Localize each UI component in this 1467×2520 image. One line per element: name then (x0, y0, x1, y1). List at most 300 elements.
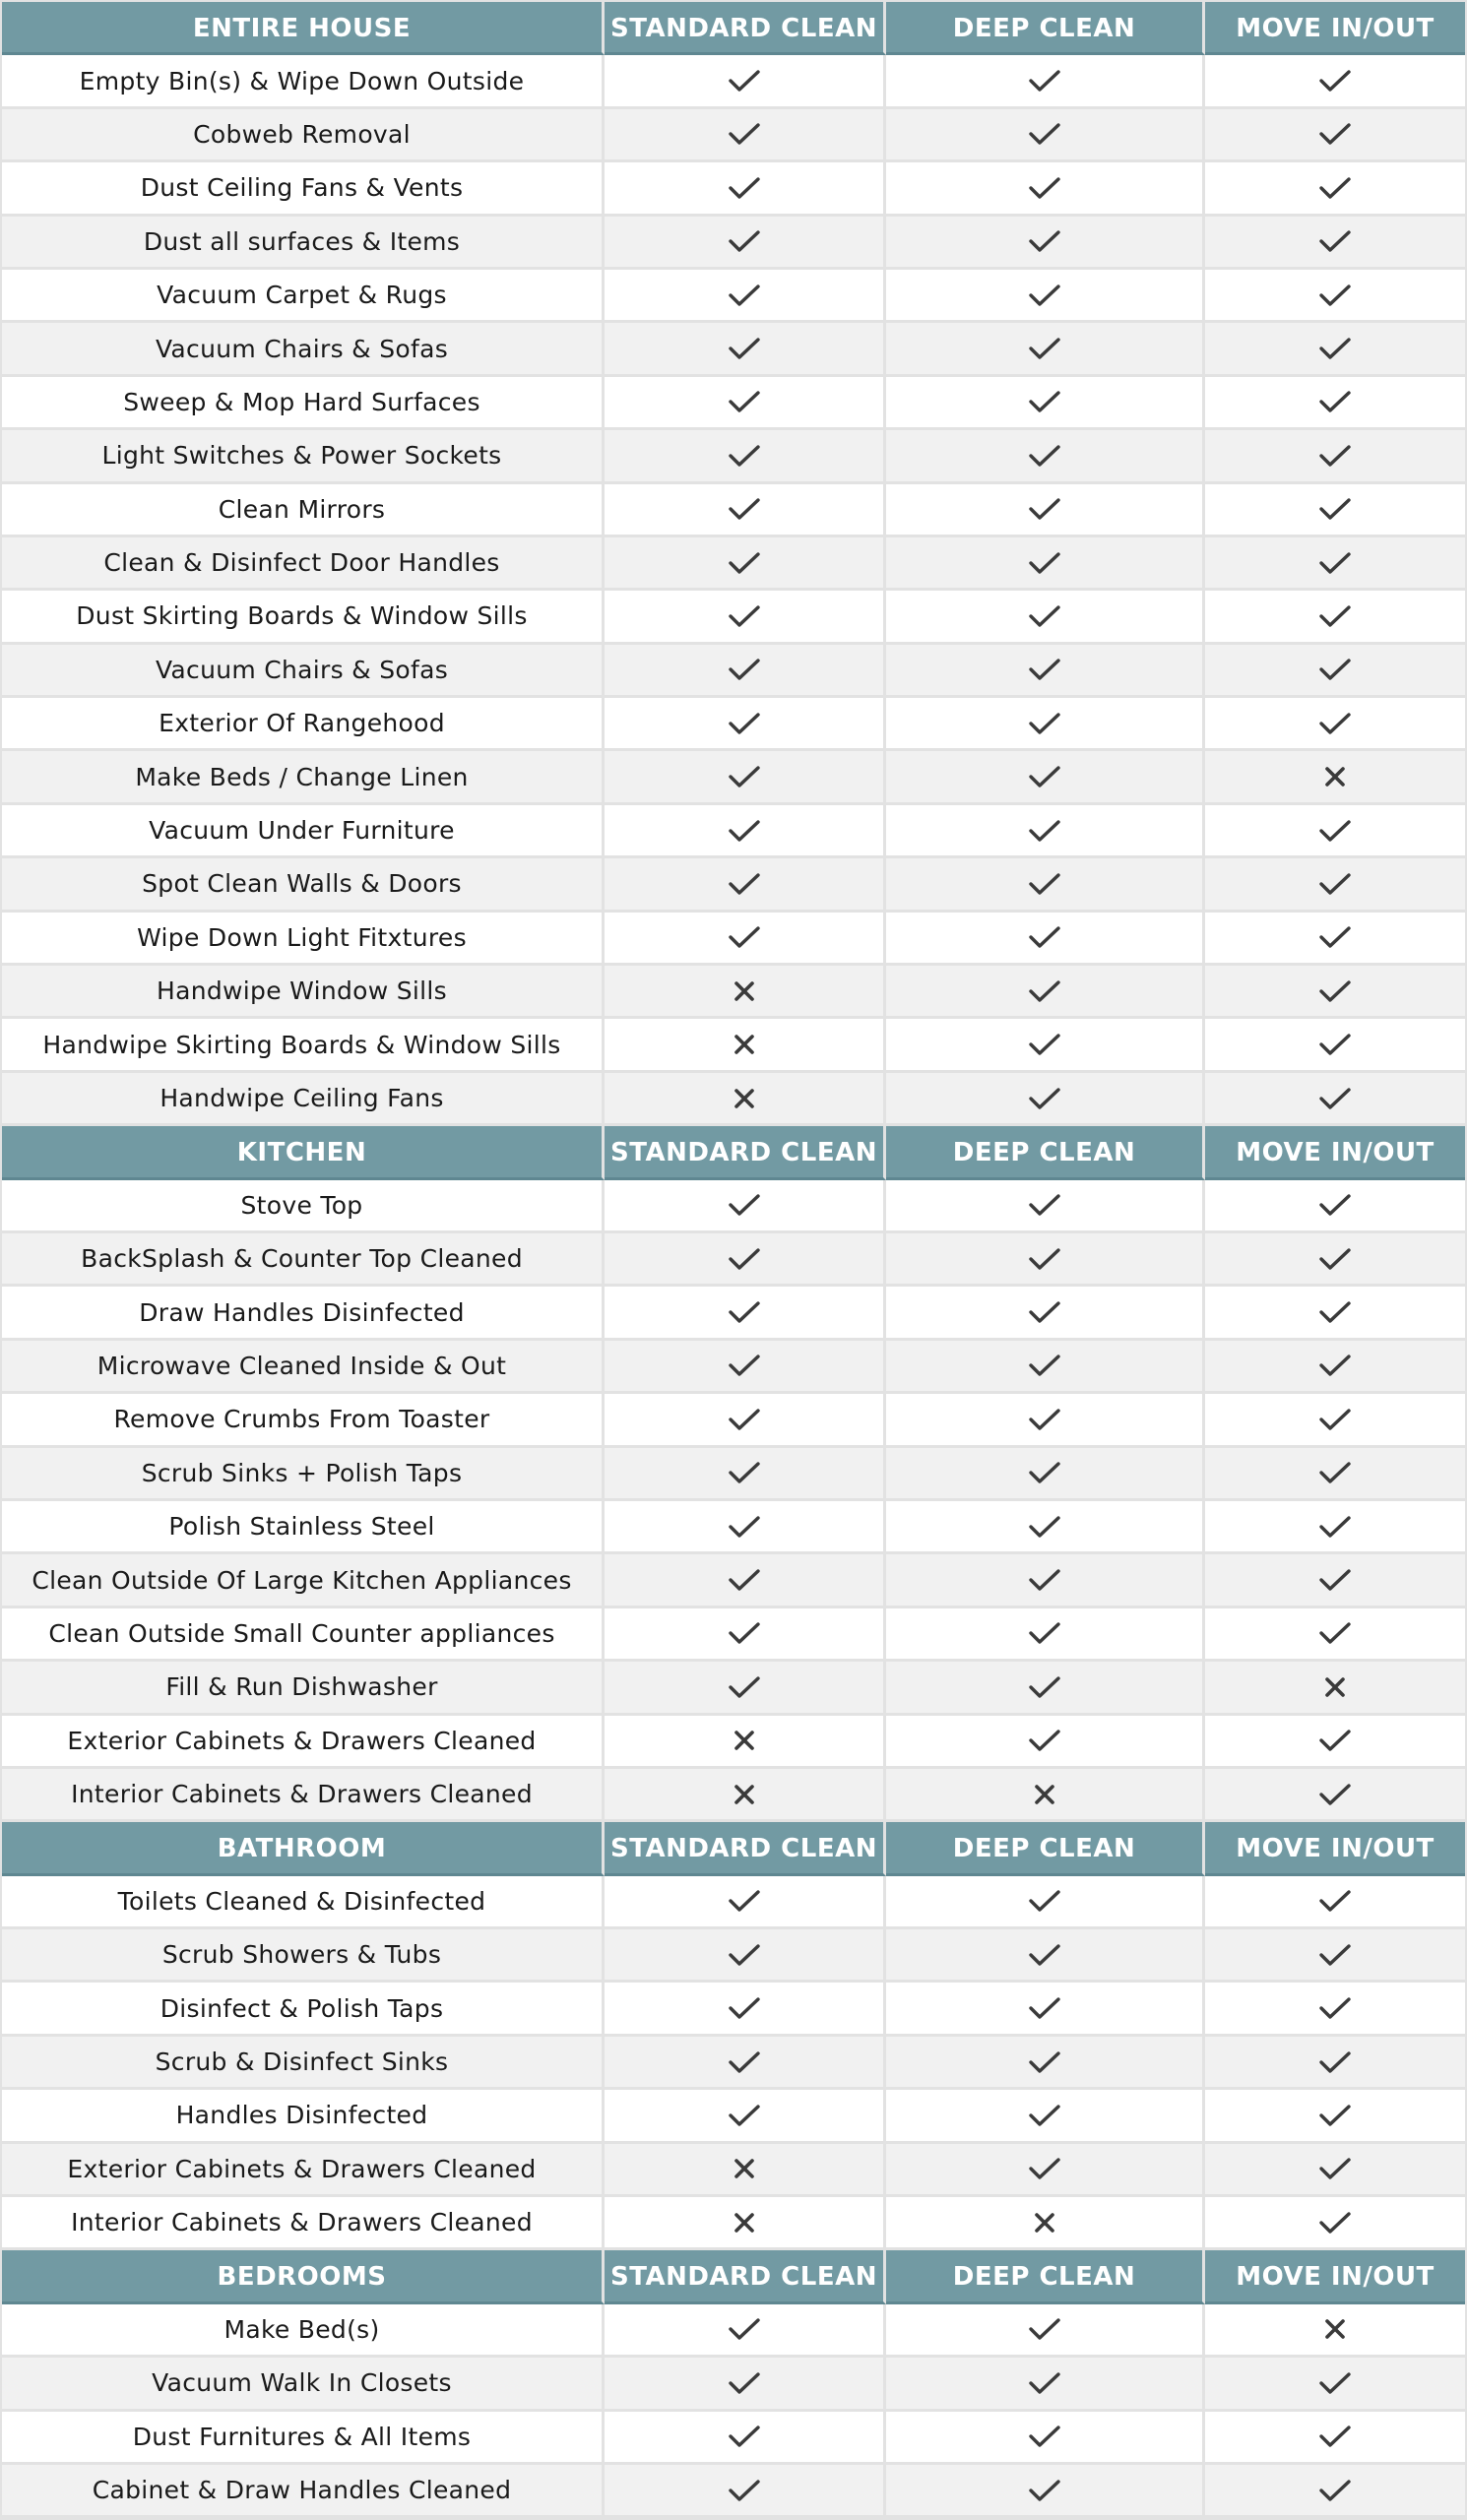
move-in-out-cell (1205, 2090, 1465, 2143)
move-in-out-cell (1205, 537, 1465, 591)
move-in-out-cell (1205, 1662, 1465, 1715)
checkmark-icon (1318, 1299, 1352, 1325)
checkmark-icon (1028, 1567, 1061, 1593)
task-label: Dust Furnitures & All Items (132, 2422, 472, 2451)
move-in-out-cell (1205, 805, 1465, 858)
task-cell (2, 1341, 605, 1394)
deep-clean-cell (886, 645, 1205, 698)
move-in-out-cell (1205, 1929, 1465, 1983)
checkmark-icon (1318, 443, 1352, 469)
task-cell (2, 805, 605, 858)
move-in-out-cell (1205, 1716, 1465, 1769)
deep-clean-cell (886, 1876, 1205, 1929)
cross-icon (734, 1088, 755, 1109)
checkmark-icon (1318, 1782, 1352, 1807)
task-label: Vacuum Walk In Closets (152, 2368, 452, 2398)
checkmark-icon (728, 603, 761, 629)
standard-clean-cell (605, 537, 886, 591)
standard-clean-cell (605, 805, 886, 858)
task-cell (2, 323, 605, 376)
task-label: Clean Outside Small Counter appliances (48, 1618, 555, 1648)
task-cell (2, 966, 605, 1019)
section-header-kitchen (2, 1126, 605, 1179)
move-in-out-cell (1205, 2412, 1465, 2465)
checkmark-icon (1318, 175, 1352, 201)
move-in-out-cell (1205, 270, 1465, 323)
checkmark-icon (1318, 871, 1352, 897)
task-label: Handwipe Skirting Boards & Window Sills (42, 1030, 561, 1059)
move-in-out-cell (1205, 2304, 1465, 2358)
section-title: BEDROOMS (217, 2262, 387, 2293)
checkmark-icon (728, 1567, 761, 1593)
standard-clean-cell (605, 1233, 886, 1287)
checkmark-icon (1318, 818, 1352, 844)
standard-clean-cell (605, 645, 886, 698)
checkmark-icon (1028, 818, 1061, 844)
section-title: ENTIRE HOUSE (192, 13, 412, 43)
move-in-out-cell (1205, 1608, 1465, 1662)
deep-clean-cell (886, 1929, 1205, 1983)
checkmark-icon (1028, 2156, 1061, 2181)
deep-clean-cell (886, 2412, 1205, 2465)
task-cell (2, 2197, 605, 2250)
task-cell (2, 109, 605, 162)
move-in-out-cell (1205, 858, 1465, 912)
deep-clean-cell (886, 430, 1205, 483)
checkmark-icon (728, 2424, 761, 2449)
checkmark-icon (1028, 228, 1061, 254)
task-label: Wipe Down Light Fitxtures (137, 922, 467, 952)
deep-clean-cell (886, 913, 1205, 966)
move-in-out-cell (1205, 1341, 1465, 1394)
deep-clean-cell (886, 162, 1205, 216)
standard-clean-cell (605, 698, 886, 751)
column-header-label: STANDARD CLEAN (610, 1833, 877, 1863)
column-header-standard-clean (605, 2, 886, 55)
deep-clean-cell (886, 2037, 1205, 2090)
deep-clean-cell (886, 805, 1205, 858)
column-header-deep-clean (886, 2250, 1205, 2303)
task-cell (2, 162, 605, 216)
checkmark-icon (1028, 1460, 1061, 1485)
task-label: Cabinet & Draw Handles Cleaned (92, 2476, 512, 2505)
move-in-out-cell (1205, 2358, 1465, 2411)
standard-clean-cell (605, 966, 886, 1019)
cross-icon (1034, 1784, 1055, 1805)
move-in-out-cell (1205, 323, 1465, 376)
move-in-out-cell (1205, 162, 1465, 216)
checkmark-icon (1028, 121, 1061, 147)
checkmark-icon (728, 1192, 761, 1218)
checkmark-icon (1028, 2370, 1061, 2396)
checkmark-icon (1318, 1888, 1352, 1914)
checkmark-icon (728, 1353, 761, 1378)
move-in-out-cell (1205, 1180, 1465, 1233)
task-label: Remove Crumbs From Toaster (113, 1405, 490, 1434)
cross-icon (734, 980, 755, 1002)
column-header-deep-clean (886, 2, 1205, 55)
checkmark-icon (1318, 1086, 1352, 1111)
checkmark-icon (728, 1246, 761, 1272)
column-header-move-in-out (1205, 1126, 1465, 1179)
standard-clean-cell (605, 2197, 886, 2250)
checkmark-icon (1028, 1032, 1061, 1057)
move-in-out-cell (1205, 109, 1465, 162)
checkmark-icon (1028, 336, 1061, 361)
checkmark-icon (728, 871, 761, 897)
deep-clean-cell (886, 966, 1205, 1019)
standard-clean-cell (605, 1073, 886, 1126)
checkmark-icon (1028, 978, 1061, 1004)
checkmark-icon (728, 764, 761, 789)
checkmark-icon (728, 389, 761, 414)
deep-clean-cell (886, 1662, 1205, 1715)
task-label: Vacuum Chairs & Sofas (155, 655, 449, 684)
column-header-label: STANDARD CLEAN (610, 2262, 877, 2293)
checkmark-icon (1028, 1728, 1061, 1753)
checkmark-icon (1318, 1995, 1352, 2021)
checkmark-icon (1318, 2049, 1352, 2075)
column-header-label: STANDARD CLEAN (610, 1137, 877, 1167)
move-in-out-cell (1205, 2144, 1465, 2197)
standard-clean-cell (605, 1716, 886, 1769)
task-cell (2, 698, 605, 751)
move-in-out-cell (1205, 1394, 1465, 1447)
column-header-label: MOVE IN/OUT (1236, 13, 1435, 43)
checkmark-icon (1028, 1995, 1061, 2021)
deep-clean-cell (886, 55, 1205, 108)
standard-clean-cell (605, 858, 886, 912)
task-label: Exterior Of Rangehood (159, 709, 445, 738)
task-cell (2, 2090, 605, 2143)
checkmark-icon (1028, 871, 1061, 897)
task-label: Vacuum Carpet & Rugs (157, 281, 447, 310)
column-header-move-in-out (1205, 2, 1465, 55)
section-title: BATHROOM (217, 1833, 387, 1863)
checkmark-icon (1028, 603, 1061, 629)
task-label: Exterior Cabinets & Drawers Cleaned (67, 2154, 537, 2183)
standard-clean-cell (605, 2304, 886, 2358)
checkmark-icon (728, 1620, 761, 1646)
task-label: Handwipe Ceiling Fans (159, 1084, 444, 1112)
task-label: Interior Cabinets & Drawers Cleaned (71, 2208, 533, 2237)
task-cell (2, 1180, 605, 1233)
standard-clean-cell (605, 1501, 886, 1554)
task-label: Handwipe Window Sills (157, 976, 447, 1006)
deep-clean-cell (886, 537, 1205, 591)
move-in-out-cell (1205, 1769, 1465, 1822)
standard-clean-cell (605, 323, 886, 376)
checkmark-icon (1318, 924, 1352, 950)
task-cell (2, 645, 605, 698)
cross-icon (1034, 2212, 1055, 2234)
checkmark-icon (1318, 389, 1352, 414)
checkmark-icon (728, 1407, 761, 1432)
task-label: Polish Stainless Steel (168, 1512, 435, 1542)
checkmark-icon (728, 2103, 761, 2128)
column-header-label: MOVE IN/OUT (1236, 1137, 1435, 1167)
checkmark-icon (728, 924, 761, 950)
checkmark-icon (1028, 1674, 1061, 1700)
task-cell (2, 2412, 605, 2465)
checkmark-icon (1028, 1407, 1061, 1432)
standard-clean-cell (605, 913, 886, 966)
checkmark-icon (1318, 1407, 1352, 1432)
deep-clean-cell (886, 1769, 1205, 1822)
task-label: Scrub Sinks + Polish Taps (141, 1458, 463, 1487)
task-cell (2, 55, 605, 108)
cross-icon (734, 1784, 755, 1805)
checkmark-icon (1028, 2316, 1061, 2342)
section-header-entire-house (2, 2, 605, 55)
task-cell (2, 430, 605, 483)
task-label: Exterior Cabinets & Drawers Cleaned (67, 1726, 537, 1755)
task-label: Fill & Run Dishwasher (165, 1672, 438, 1702)
task-label: Toilets Cleaned & Disinfected (117, 1886, 486, 1916)
move-in-out-cell (1205, 2197, 1465, 2250)
standard-clean-cell (605, 430, 886, 483)
checkmark-icon (1028, 1942, 1061, 1968)
task-cell (2, 858, 605, 912)
task-cell (2, 2304, 605, 2358)
column-header-label: DEEP CLEAN (952, 13, 1136, 43)
checkmark-icon (1028, 1620, 1061, 1646)
checkmark-icon (1318, 978, 1352, 1004)
standard-clean-cell (605, 109, 886, 162)
task-label: Empty Bin(s) & Wipe Down Outside (79, 66, 525, 95)
checkmark-icon (1318, 1460, 1352, 1485)
task-label: Stove Top (240, 1190, 363, 1220)
cross-icon (734, 1034, 755, 1055)
checkmark-icon (1318, 2210, 1352, 2236)
standard-clean-cell (605, 1394, 886, 1447)
checkmark-icon (728, 818, 761, 844)
checkmark-icon (1028, 1299, 1061, 1325)
column-header-standard-clean (605, 1126, 886, 1179)
task-cell (2, 591, 605, 644)
checkmark-icon (728, 1514, 761, 1540)
task-cell (2, 751, 605, 804)
deep-clean-cell (886, 591, 1205, 644)
checkmark-icon (728, 711, 761, 736)
standard-clean-cell (605, 2465, 886, 2518)
move-in-out-cell (1205, 217, 1465, 270)
checkmark-icon (1028, 1514, 1061, 1540)
checkmark-icon (1318, 1246, 1352, 1272)
checkmark-icon (1028, 1888, 1061, 1914)
move-in-out-cell (1205, 698, 1465, 751)
task-cell (2, 2037, 605, 2090)
checkmark-icon (1028, 1192, 1061, 1218)
task-cell (2, 377, 605, 430)
checkmark-icon (1028, 496, 1061, 522)
checkmark-icon (728, 1995, 761, 2021)
checkmark-icon (728, 2478, 761, 2503)
checkmark-icon (728, 175, 761, 201)
task-cell (2, 1554, 605, 1607)
deep-clean-cell (886, 217, 1205, 270)
standard-clean-cell (605, 1662, 886, 1715)
checkmark-icon (1028, 711, 1061, 736)
checkmark-icon (1318, 1728, 1352, 1753)
column-header-standard-clean (605, 1822, 886, 1875)
standard-clean-cell (605, 591, 886, 644)
checkmark-icon (1318, 336, 1352, 361)
checkmark-icon (1318, 1514, 1352, 1540)
task-label: Microwave Cleaned Inside & Out (96, 1351, 507, 1380)
standard-clean-cell (605, 1554, 886, 1607)
task-cell (2, 1394, 605, 1447)
task-label: Interior Cabinets & Drawers Cleaned (71, 1780, 533, 1809)
column-header-label: MOVE IN/OUT (1236, 1833, 1435, 1863)
standard-clean-cell (605, 217, 886, 270)
task-label: Clean & Disinfect Door Handles (103, 548, 500, 578)
task-cell (2, 913, 605, 966)
checkmark-icon (1318, 1567, 1352, 1593)
standard-clean-cell (605, 1341, 886, 1394)
standard-clean-cell (605, 1287, 886, 1340)
move-in-out-cell (1205, 484, 1465, 537)
task-cell (2, 1876, 605, 1929)
column-header-deep-clean (886, 1822, 1205, 1875)
move-in-out-cell (1205, 1501, 1465, 1554)
checkmark-icon (1318, 496, 1352, 522)
checkmark-icon (1318, 2156, 1352, 2181)
checkmark-icon (1318, 68, 1352, 94)
deep-clean-cell (886, 1180, 1205, 1233)
checkmark-icon (728, 496, 761, 522)
cross-icon (734, 2212, 755, 2234)
standard-clean-cell (605, 1876, 886, 1929)
checkmark-icon (1318, 2424, 1352, 2449)
deep-clean-cell (886, 1448, 1205, 1501)
deep-clean-cell (886, 2090, 1205, 2143)
section-title: KITCHEN (236, 1137, 367, 1167)
standard-clean-cell (605, 2412, 886, 2465)
section-header-bathroom (2, 1822, 605, 1875)
standard-clean-cell (605, 2037, 886, 2090)
move-in-out-cell (1205, 1073, 1465, 1126)
task-label: Draw Handles Disinfected (139, 1297, 465, 1327)
deep-clean-cell (886, 1233, 1205, 1287)
checkmark-icon (1318, 1192, 1352, 1218)
checkmark-icon (1318, 1942, 1352, 1968)
move-in-out-cell (1205, 591, 1465, 644)
move-in-out-cell (1205, 1983, 1465, 2036)
checkmark-icon (1028, 68, 1061, 94)
task-label: Make Beds / Change Linen (135, 762, 469, 791)
move-in-out-cell (1205, 966, 1465, 1019)
deep-clean-cell (886, 1501, 1205, 1554)
checkmark-icon (728, 1299, 761, 1325)
checkmark-icon (1028, 2424, 1061, 2449)
task-cell (2, 2358, 605, 2411)
checkmark-icon (1318, 550, 1352, 576)
section-header-bedrooms (2, 2250, 605, 2303)
checkmark-icon (728, 657, 761, 682)
move-in-out-cell (1205, 1554, 1465, 1607)
column-header-label: MOVE IN/OUT (1236, 2262, 1435, 2293)
column-header-label: STANDARD CLEAN (610, 13, 877, 43)
checkmark-icon (1318, 2478, 1352, 2503)
standard-clean-cell (605, 1769, 886, 1822)
checkmark-icon (1028, 1086, 1061, 1111)
task-label: Clean Mirrors (218, 494, 386, 524)
deep-clean-cell (886, 751, 1205, 804)
checkmark-icon (1028, 550, 1061, 576)
checkmark-icon (1318, 283, 1352, 308)
task-cell (2, 1233, 605, 1287)
column-header-label: DEEP CLEAN (952, 2262, 1136, 2293)
checkmark-icon (1028, 2478, 1061, 2503)
checkmark-icon (1318, 1032, 1352, 1057)
task-label: Spot Clean Walls & Doors (142, 869, 462, 899)
task-cell (2, 2465, 605, 2518)
task-label: Vacuum Under Furniture (149, 816, 455, 846)
task-cell (2, 1769, 605, 1822)
move-in-out-cell (1205, 2465, 1465, 2518)
column-header-label: DEEP CLEAN (952, 1137, 1136, 1167)
task-label: Light Switches & Power Sockets (101, 441, 502, 471)
standard-clean-cell (605, 270, 886, 323)
checkmark-icon (728, 283, 761, 308)
cross-icon (1324, 766, 1346, 788)
checkmark-icon (1028, 764, 1061, 789)
column-header-standard-clean (605, 2250, 886, 2303)
deep-clean-cell (886, 109, 1205, 162)
task-cell (2, 217, 605, 270)
checkmark-icon (728, 121, 761, 147)
column-header-deep-clean (886, 1126, 1205, 1179)
standard-clean-cell (605, 377, 886, 430)
checkmark-icon (1028, 2049, 1061, 2075)
deep-clean-cell (886, 323, 1205, 376)
move-in-out-cell (1205, 645, 1465, 698)
standard-clean-cell (605, 55, 886, 108)
move-in-out-cell (1205, 751, 1465, 804)
checkmark-icon (1028, 175, 1061, 201)
checkmark-icon (728, 228, 761, 254)
deep-clean-cell (886, 1073, 1205, 1126)
checkmark-icon (1028, 389, 1061, 414)
checkmark-icon (1028, 1246, 1061, 1272)
checkmark-icon (728, 1460, 761, 1485)
task-label: Make Bed(s) (223, 2314, 380, 2344)
deep-clean-cell (886, 1019, 1205, 1072)
standard-clean-cell (605, 2090, 886, 2143)
deep-clean-cell (886, 1716, 1205, 1769)
standard-clean-cell (605, 1180, 886, 1233)
column-header-label: DEEP CLEAN (952, 1833, 1136, 1863)
deep-clean-cell (886, 2465, 1205, 2518)
deep-clean-cell (886, 270, 1205, 323)
deep-clean-cell (886, 1287, 1205, 1340)
task-cell (2, 270, 605, 323)
standard-clean-cell (605, 2144, 886, 2197)
standard-clean-cell (605, 484, 886, 537)
move-in-out-cell (1205, 1876, 1465, 1929)
deep-clean-cell (886, 1983, 1205, 2036)
checkmark-icon (1028, 657, 1061, 682)
checkmark-icon (728, 1674, 761, 1700)
deep-clean-cell (886, 2304, 1205, 2358)
checkmark-icon (1028, 283, 1061, 308)
move-in-out-cell (1205, 1448, 1465, 1501)
cross-icon (1324, 2318, 1346, 2340)
task-cell (2, 1929, 605, 1983)
task-cell (2, 1983, 605, 2036)
checkmark-icon (728, 2316, 761, 2342)
